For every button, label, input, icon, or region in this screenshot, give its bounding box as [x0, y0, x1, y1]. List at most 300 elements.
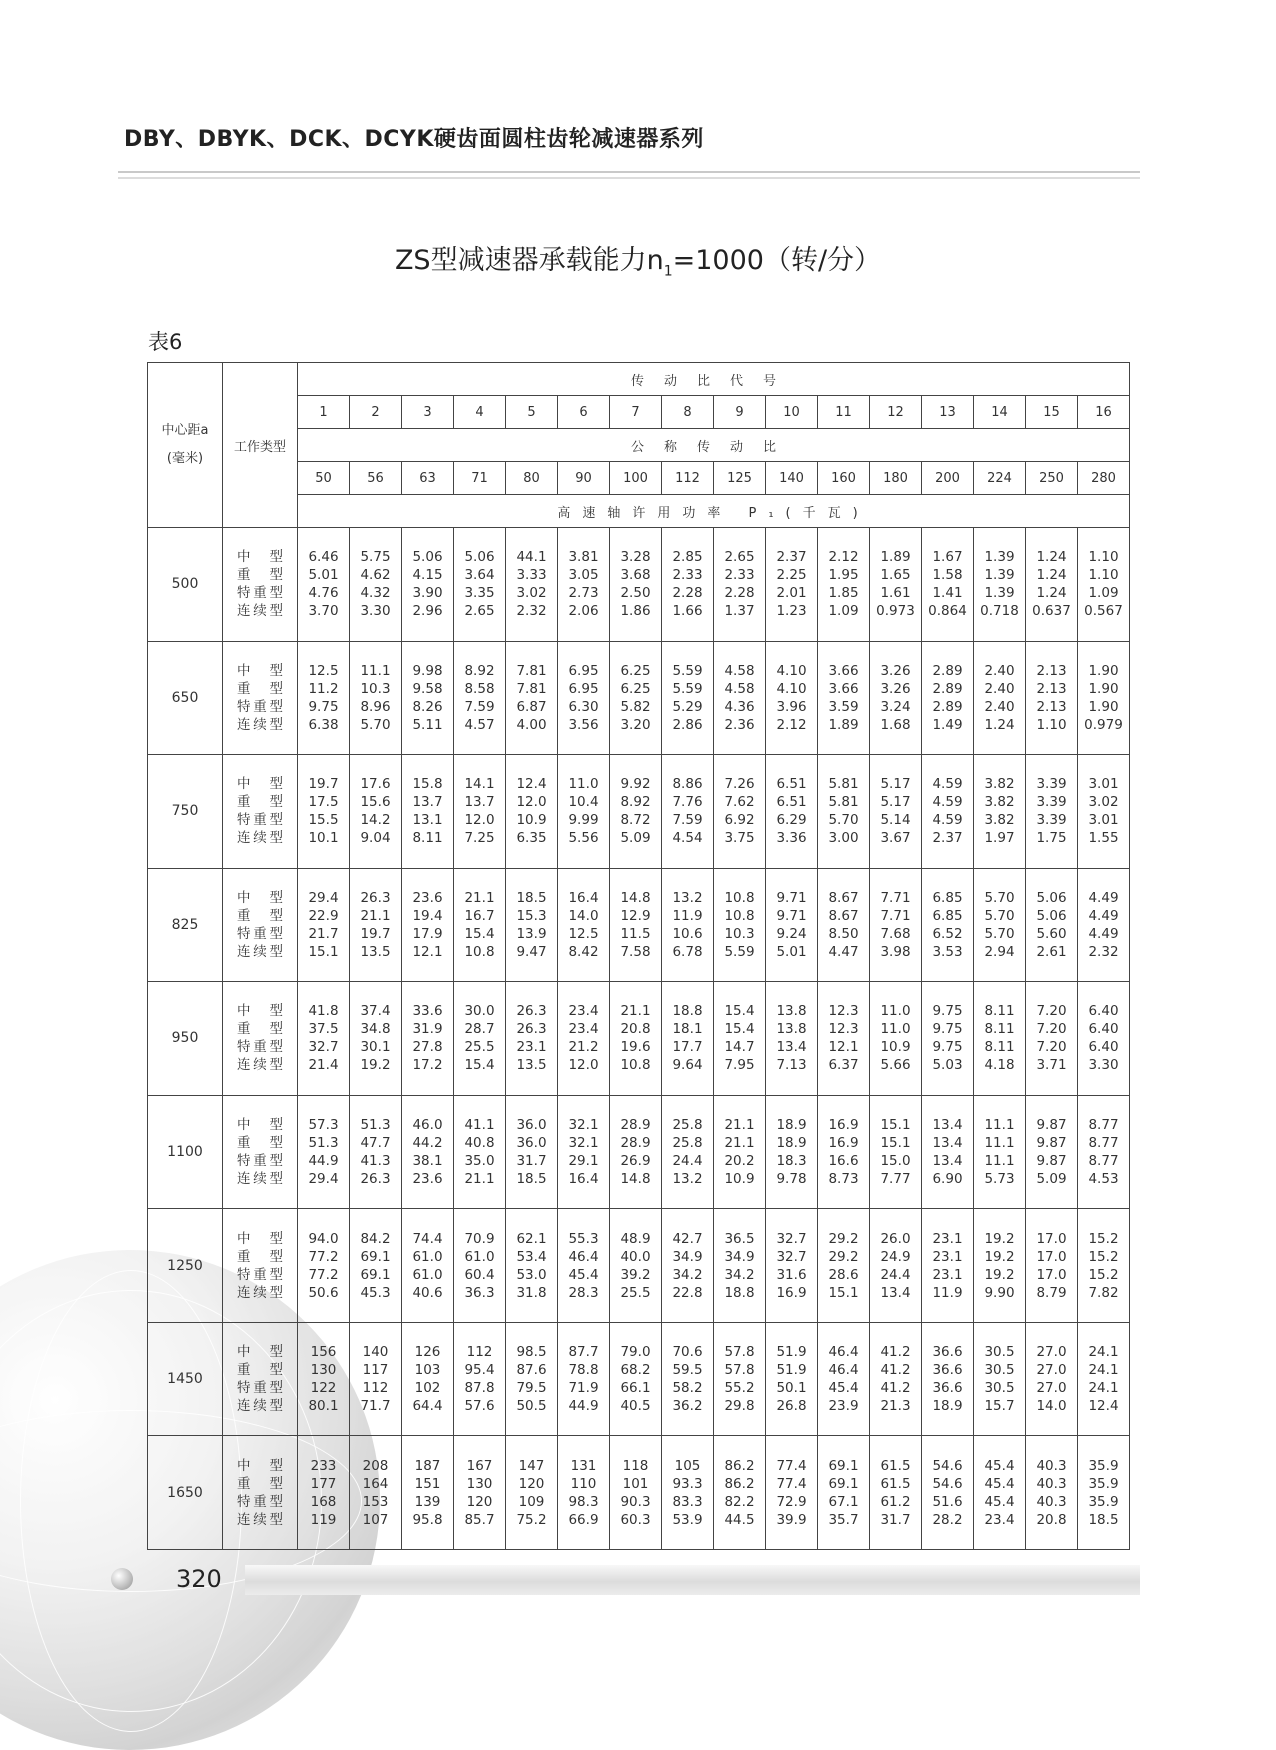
power-value: 5.66: [880, 1057, 911, 1074]
power-value: 4.00: [516, 716, 547, 733]
ratio-code-cell: 1: [298, 396, 350, 429]
power-values-cell: [350, 1436, 402, 1550]
ratio-code-cell: 5: [506, 396, 558, 429]
power-value: 12.1: [828, 1039, 859, 1056]
power-value: 41.1: [464, 1117, 495, 1133]
power-value: 6.95: [568, 662, 599, 679]
power-value: 109: [518, 1493, 545, 1510]
power-value: 101: [622, 1475, 649, 1492]
power-values-cell: [454, 755, 506, 869]
power-value: 5.70: [360, 716, 391, 733]
power-value: 84.2: [360, 1230, 391, 1247]
power-value: 18.5: [1088, 1511, 1119, 1528]
work-types-cell: [223, 755, 298, 869]
power-value: 2.13: [1036, 680, 1067, 697]
power-value: 2.32: [1088, 943, 1119, 960]
work-type-label: 重 型: [237, 1248, 283, 1265]
power-value: 6.51: [776, 776, 807, 793]
power-value: 13.5: [516, 1057, 547, 1074]
power-value: 1.49: [932, 716, 963, 733]
power-value: 45.4: [828, 1380, 859, 1397]
work-type-label: 中 型: [237, 1003, 283, 1020]
power-value: 2.50: [620, 585, 651, 602]
power-values-cell: [766, 528, 818, 642]
power-value: 18.9: [932, 1398, 963, 1415]
power-value: 5.06: [412, 549, 443, 566]
power-values-cell: [714, 1436, 766, 1550]
power-value: 18.8: [724, 1284, 755, 1301]
power-value: 2.12: [776, 716, 807, 733]
power-value: 48.9: [620, 1230, 651, 1247]
power-value: 51.9: [776, 1344, 807, 1361]
power-value: 15.4: [464, 1057, 495, 1074]
power-value: 77.4: [776, 1475, 807, 1492]
power-value: 95.8: [412, 1511, 443, 1528]
power-values-cell: [974, 868, 1026, 982]
power-value: 2.32: [516, 603, 547, 620]
power-values-cell: [506, 528, 558, 642]
power-value: 2.89: [932, 680, 963, 697]
power-values-cell: [714, 641, 766, 755]
power-value: 19.6: [620, 1039, 651, 1056]
power-value: 5.01: [308, 567, 339, 584]
work-type-label: 连续型: [237, 1398, 283, 1415]
power-value: 7.81: [516, 680, 547, 697]
center-distance-cell: 950: [148, 982, 223, 1096]
power-value: 28.3: [568, 1284, 599, 1301]
power-value: 35.7: [828, 1511, 859, 1528]
power-values-cell: [454, 1095, 506, 1209]
power-values-cell: [558, 528, 610, 642]
power-value: 79.0: [620, 1344, 651, 1361]
power-value: 5.70: [984, 925, 1015, 942]
power-value: 83.3: [672, 1493, 703, 1510]
power-values-cell: [974, 1436, 1026, 1550]
power-value: 5.60: [1036, 925, 1067, 942]
power-value: 6.95: [568, 680, 599, 697]
power-value: 47.7: [360, 1135, 391, 1151]
power-value: 72.9: [776, 1493, 807, 1510]
power-value: 46.4: [568, 1248, 599, 1265]
nominal-ratio-cell: 224: [974, 462, 1026, 495]
power-value: 139: [414, 1493, 441, 1510]
power-values-cell: [610, 868, 662, 982]
power-value: 40.6: [412, 1284, 443, 1301]
work-type-label: 连续型: [237, 1171, 283, 1187]
power-header: 高速轴许用功率 P₁(千瓦): [298, 495, 1130, 528]
power-value: 151: [414, 1475, 441, 1492]
power-value: 31.8: [516, 1284, 547, 1301]
power-values-cell: [1026, 1436, 1078, 1550]
power-value: 18.9: [776, 1117, 807, 1133]
power-value: 1.09: [1088, 585, 1119, 602]
power-values-cell: [454, 1436, 506, 1550]
power-value: 8.58: [464, 680, 495, 697]
power-value: 16.4: [568, 889, 599, 906]
power-value: 6.85: [932, 889, 963, 906]
power-value: 95.4: [464, 1362, 495, 1379]
power-values-cell: [402, 868, 454, 982]
power-value: 208: [362, 1457, 389, 1474]
work-type-label: 中 型: [237, 1230, 283, 1247]
power-value: 164: [362, 1475, 389, 1492]
center-distance-cell: 1450: [148, 1322, 223, 1436]
power-value: 46.4: [828, 1344, 859, 1361]
power-value: 23.4: [568, 1003, 599, 1020]
power-values-cell: [506, 1209, 558, 1323]
power-values-cell: [870, 1322, 922, 1436]
power-values-cell: [766, 1209, 818, 1323]
work-type-label: 连续型: [237, 603, 283, 620]
power-value: 40.3: [1036, 1475, 1067, 1492]
power-value: 40.3: [1036, 1457, 1067, 1474]
power-value: 7.13: [776, 1057, 807, 1074]
power-value: 86.2: [724, 1475, 755, 1492]
power-value: 8.50: [828, 925, 859, 942]
power-values-cell: [922, 755, 974, 869]
power-value: 4.58: [724, 680, 755, 697]
power-value: 1.89: [828, 716, 859, 733]
power-value: 1.89: [880, 549, 911, 566]
power-values-cell: [1026, 868, 1078, 982]
power-value: 167: [466, 1457, 493, 1474]
power-value: 77.2: [308, 1248, 339, 1265]
power-value: 130: [310, 1362, 337, 1379]
power-value: 11.2: [308, 680, 339, 697]
power-values-cell: [1026, 982, 1078, 1096]
power-value: 26.3: [516, 1003, 547, 1020]
power-values-cell: [454, 1322, 506, 1436]
power-value: 5.73: [984, 1171, 1015, 1187]
power-value: 2.37: [776, 549, 807, 566]
work-type-label: 连续型: [237, 830, 283, 847]
power-value: 8.67: [828, 889, 859, 906]
power-value: 8.11: [984, 1003, 1015, 1020]
power-value: 26.8: [776, 1398, 807, 1415]
power-value: 9.98: [412, 662, 443, 679]
power-value: 17.6: [360, 776, 391, 793]
power-value: 17.0: [1036, 1230, 1067, 1247]
power-value: 4.18: [984, 1057, 1015, 1074]
work-type-label: 连续型: [237, 943, 283, 960]
power-values-cell: [1078, 1209, 1130, 1323]
power-value: 27.0: [1036, 1362, 1067, 1379]
work-type-label: 特重型: [237, 1153, 283, 1169]
power-value: 1.24: [1036, 585, 1067, 602]
power-value: 30.0: [464, 1003, 495, 1020]
power-value: 117: [362, 1362, 389, 1379]
power-value: 110: [570, 1475, 597, 1492]
power-value: 36.2: [672, 1398, 703, 1415]
power-values-cell: [1078, 528, 1130, 642]
power-value: 1.66: [672, 603, 703, 620]
power-value: 6.40: [1088, 1039, 1119, 1056]
power-values-cell: [714, 755, 766, 869]
nominal-ratio-cell: 280: [1078, 462, 1130, 495]
footer-bar: [245, 1565, 1140, 1595]
power-value: 13.4: [776, 1039, 807, 1056]
power-value: 74.4: [412, 1230, 443, 1247]
power-values-cell: [610, 1322, 662, 1436]
power-values-cell: [662, 1209, 714, 1323]
power-value: 12.5: [308, 662, 339, 679]
power-value: 37.4: [360, 1003, 391, 1020]
power-value: 6.25: [620, 662, 651, 679]
power-value: 5.06: [1036, 907, 1067, 924]
power-value: 2.40: [984, 680, 1015, 697]
power-value: 40.3: [1036, 1493, 1067, 1510]
power-value: 3.82: [984, 776, 1015, 793]
power-value: 3.59: [828, 698, 859, 715]
power-value: 107: [362, 1511, 389, 1528]
power-value: 3.98: [880, 943, 911, 960]
power-values-cell: [350, 982, 402, 1096]
power-value: 58.2: [672, 1380, 703, 1397]
table-row: [148, 1209, 1130, 1323]
power-value: 90.3: [620, 1493, 651, 1510]
power-value: 8.77: [1088, 1117, 1119, 1133]
power-value: 4.10: [776, 680, 807, 697]
power-value: 2.33: [672, 567, 703, 584]
power-value: 21.1: [464, 1171, 495, 1187]
power-value: 19.2: [360, 1057, 391, 1074]
ratio-code-cell: 9: [714, 396, 766, 429]
power-values-cell: [714, 868, 766, 982]
power-value: 8.92: [464, 662, 495, 679]
power-value: 5.01: [776, 943, 807, 960]
work-type-label: 重 型: [237, 1135, 283, 1151]
work-type-label: 连续型: [237, 1057, 283, 1074]
power-value: 23.4: [984, 1511, 1015, 1528]
power-value: 3.26: [880, 680, 911, 697]
power-value: 2.96: [412, 603, 443, 620]
power-value: 0.567: [1084, 603, 1123, 620]
power-value: 22.9: [308, 907, 339, 924]
power-value: 3.05: [568, 567, 599, 584]
power-values-cell: [454, 868, 506, 982]
work-type-label: 特重型: [237, 812, 283, 829]
power-value: 30.5: [984, 1344, 1015, 1361]
work-type-header: 工作类型: [223, 363, 298, 528]
power-values-cell: [922, 1209, 974, 1323]
power-values-cell: [1026, 755, 1078, 869]
power-value: 1.41: [932, 585, 963, 602]
power-value: 17.5: [308, 794, 339, 811]
power-value: 1.90: [1088, 662, 1119, 679]
power-values-cell: [558, 1322, 610, 1436]
power-values-cell: [922, 1322, 974, 1436]
work-type-label: 重 型: [237, 907, 283, 924]
power-value: 20.8: [620, 1021, 651, 1038]
power-value: 4.76: [308, 585, 339, 602]
power-value: 35.9: [1088, 1493, 1119, 1510]
power-value: 105: [674, 1457, 701, 1474]
power-values-cell: [506, 1095, 558, 1209]
work-types-cell: [223, 1436, 298, 1550]
power-value: 69.1: [360, 1248, 391, 1265]
series-title: DBY、DBYK、DCK、DCYK硬齿面圆柱齿轮减速器系列: [124, 127, 704, 152]
power-value: 15.5: [308, 812, 339, 829]
power-value: 12.4: [516, 776, 547, 793]
power-value: 3.67: [880, 830, 911, 847]
power-value: 57.8: [724, 1362, 755, 1379]
power-value: 4.36: [724, 698, 755, 715]
power-value: 1.10: [1036, 716, 1067, 733]
power-value: 122: [310, 1380, 337, 1397]
power-value: 5.17: [880, 776, 911, 793]
power-value: 17.2: [412, 1057, 443, 1074]
power-values-cell: [662, 641, 714, 755]
power-values-cell: [974, 1095, 1026, 1209]
power-values-cell: [818, 641, 870, 755]
work-type-label: 中 型: [237, 1117, 283, 1133]
power-value: 5.70: [828, 812, 859, 829]
header-rule: [118, 171, 1140, 173]
power-value: 53.9: [672, 1511, 703, 1528]
power-value: 3.02: [1088, 794, 1119, 811]
power-value: 3.01: [1088, 776, 1119, 793]
power-values-cell: [766, 755, 818, 869]
power-value: 9.24: [776, 925, 807, 942]
power-value: 6.40: [1088, 1003, 1119, 1020]
power-value: 66.1: [620, 1380, 651, 1397]
power-value: 4.59: [932, 812, 963, 829]
power-values-cell: [454, 1209, 506, 1323]
power-value: 61.5: [880, 1457, 911, 1474]
power-value: 6.35: [516, 830, 547, 847]
power-value: 40.8: [464, 1135, 495, 1151]
power-value: 13.8: [776, 1021, 807, 1038]
ratio-code-cell: 8: [662, 396, 714, 429]
power-value: 31.7: [516, 1153, 547, 1169]
power-values-cell: [454, 641, 506, 755]
power-value: 41.3: [360, 1153, 391, 1169]
power-value: 5.70: [984, 889, 1015, 906]
power-values-cell: [818, 868, 870, 982]
power-value: 51.3: [360, 1117, 391, 1133]
power-value: 5.06: [464, 549, 495, 566]
power-value: 23.6: [412, 1171, 443, 1187]
power-value: 21.1: [620, 1003, 651, 1020]
power-value: 35.0: [464, 1153, 495, 1169]
power-value: 6.46: [308, 549, 339, 566]
power-value: 29.1: [568, 1153, 599, 1169]
power-value: 2.86: [672, 716, 703, 733]
power-value: 13.4: [932, 1153, 963, 1169]
power-value: 27.8: [412, 1039, 443, 1056]
power-value: 3.39: [1036, 812, 1067, 829]
nominal-ratio-cell: 112: [662, 462, 714, 495]
ratio-code-cell: 14: [974, 396, 1026, 429]
load-capacity-table: [147, 362, 1130, 1550]
power-value: 233: [310, 1457, 337, 1474]
power-value: 3.75: [724, 830, 755, 847]
nominal-ratio-cell: 50: [298, 462, 350, 495]
power-value: 28.6: [828, 1266, 859, 1283]
power-value: 40.0: [620, 1248, 651, 1265]
power-value: 44.2: [412, 1135, 443, 1151]
power-values-cell: [766, 868, 818, 982]
power-value: 2.01: [776, 585, 807, 602]
power-value: 25.5: [620, 1284, 651, 1301]
power-values-cell: [610, 982, 662, 1096]
ratio-code-header: 传动比代号: [298, 363, 1130, 396]
power-value: 57.6: [464, 1398, 495, 1415]
work-type-label: 连续型: [237, 1284, 283, 1301]
power-value: 3.82: [984, 794, 1015, 811]
power-value: 12.1: [412, 943, 443, 960]
work-types-cell: [223, 641, 298, 755]
power-value: 8.79: [1036, 1284, 1067, 1301]
power-value: 22.8: [672, 1284, 703, 1301]
power-values-cell: [818, 1322, 870, 1436]
power-value: 61.0: [412, 1248, 443, 1265]
power-value: 50.5: [516, 1398, 547, 1415]
power-value: 18.5: [516, 1171, 547, 1187]
power-values-cell: [402, 528, 454, 642]
work-type-label: 中 型: [237, 549, 283, 566]
power-value: 9.75: [932, 1021, 963, 1038]
power-value: 78.8: [568, 1362, 599, 1379]
power-value: 21.1: [724, 1117, 755, 1133]
power-value: 5.59: [724, 943, 755, 960]
power-value: 2.28: [672, 585, 703, 602]
nominal-ratio-cell: 90: [558, 462, 610, 495]
power-value: 4.62: [360, 567, 391, 584]
power-value: 4.57: [464, 716, 495, 733]
power-value: 6.29: [776, 812, 807, 829]
power-value: 10.3: [360, 680, 391, 697]
power-values-cell: [974, 1209, 1026, 1323]
power-value: 69.1: [360, 1266, 391, 1283]
power-value: 34.9: [724, 1248, 755, 1265]
power-value: 14.8: [620, 889, 651, 906]
power-value: 7.71: [880, 889, 911, 906]
power-value: 68.2: [620, 1362, 651, 1379]
power-value: 69.1: [828, 1475, 859, 1492]
power-value: 3.81: [568, 549, 599, 566]
ratio-code-cell: 6: [558, 396, 610, 429]
power-value: 2.13: [1036, 662, 1067, 679]
power-values-cell: [558, 641, 610, 755]
power-value: 44.5: [724, 1511, 755, 1528]
power-value: 14.1: [464, 776, 495, 793]
power-value: 34.2: [672, 1266, 703, 1283]
header-rule-secondary: [118, 177, 1140, 179]
power-value: 21.1: [464, 889, 495, 906]
power-value: 3.00: [828, 830, 859, 847]
power-values-cell: [662, 755, 714, 869]
power-value: 34.8: [360, 1021, 391, 1038]
work-type-label: 特重型: [237, 1039, 283, 1056]
power-value: 1.23: [776, 603, 807, 620]
power-value: 2.61: [1036, 943, 1067, 960]
power-value: 23.1: [516, 1039, 547, 1056]
power-values-cell: [922, 868, 974, 982]
nominal-ratio-cell: 56: [350, 462, 402, 495]
power-values-cell: [714, 528, 766, 642]
power-value: 3.66: [828, 680, 859, 697]
power-values-cell: [870, 528, 922, 642]
power-value: 41.2: [880, 1344, 911, 1361]
power-value: 44.1: [516, 549, 547, 566]
power-value: 8.11: [984, 1021, 1015, 1038]
power-value: 1.68: [880, 716, 911, 733]
power-value: 94.0: [308, 1230, 339, 1247]
power-value: 36.0: [516, 1117, 547, 1133]
power-value: 3.30: [360, 603, 391, 620]
power-value: 4.53: [1088, 1171, 1119, 1187]
